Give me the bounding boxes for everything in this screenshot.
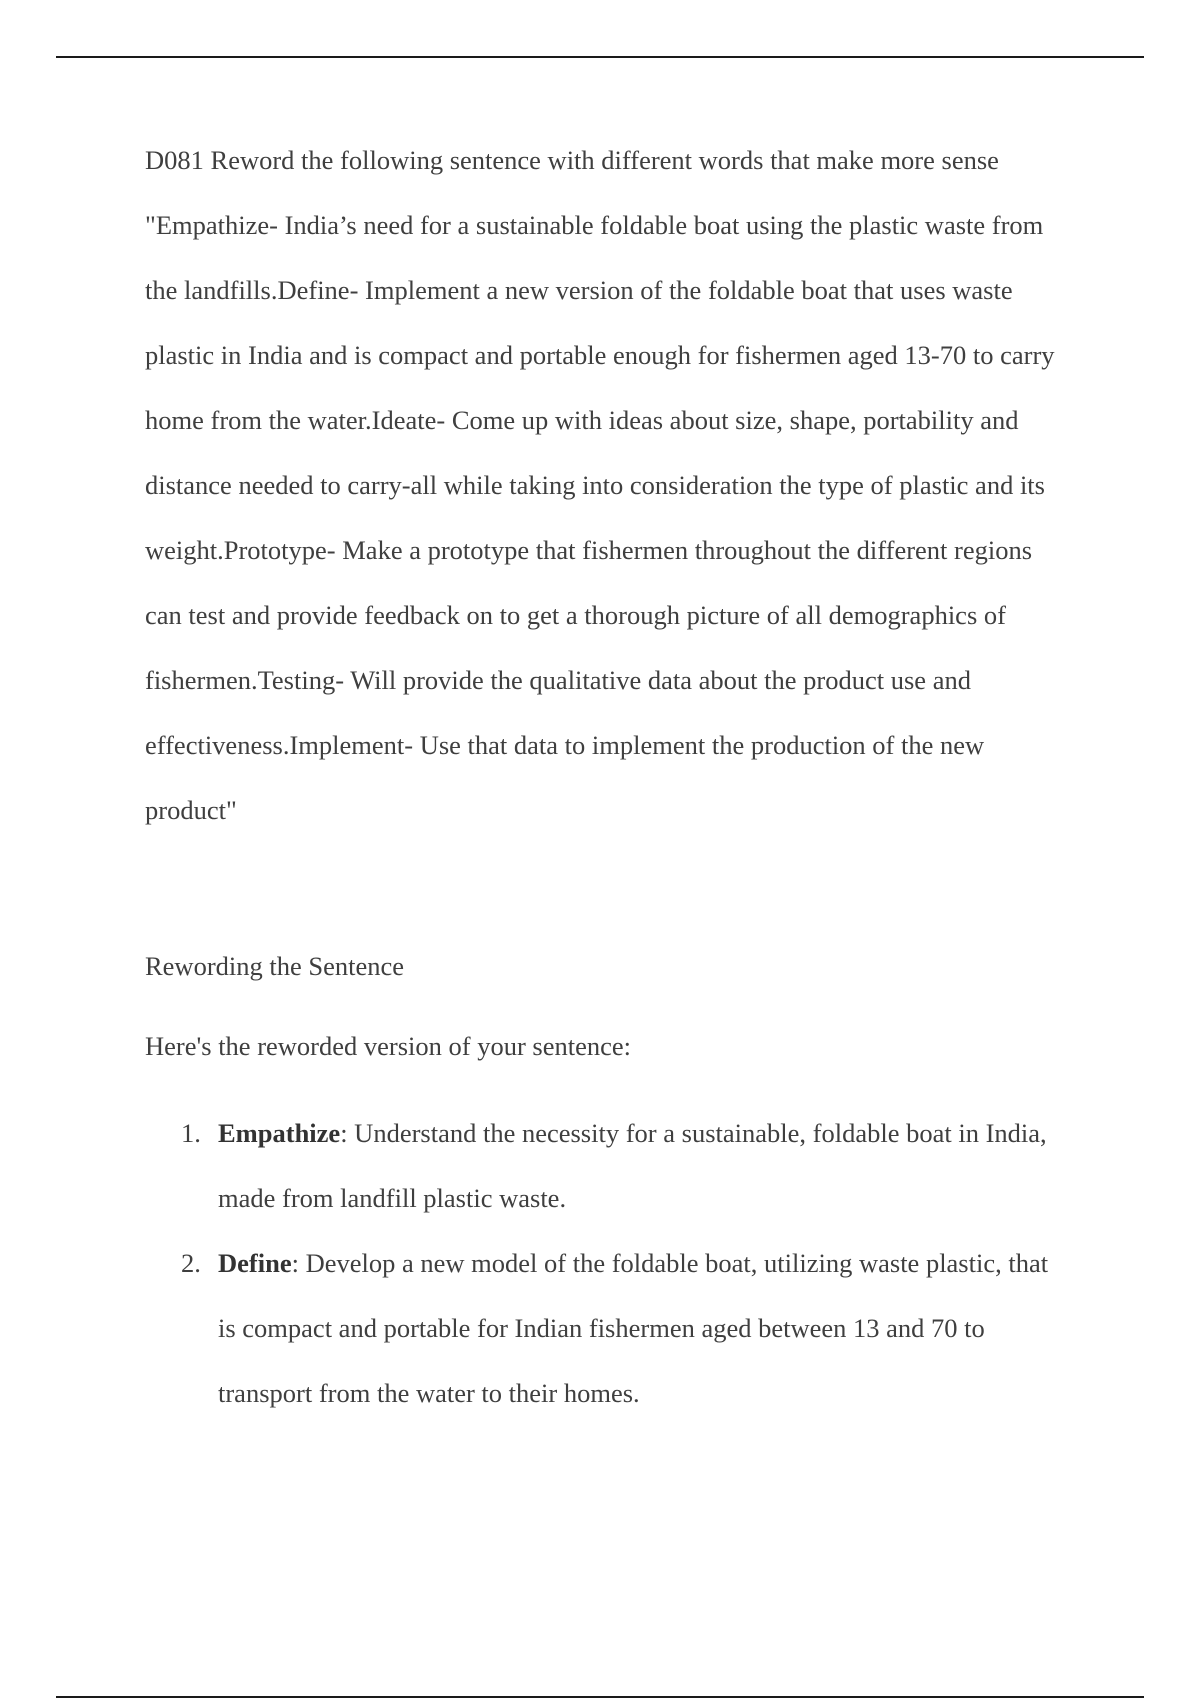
step-number: 1.: [181, 1118, 201, 1148]
step-text: : Develop a new model of the foldable boat, utilizing waste plastic, that is compact and portable for Indian fishermen aged between 13 and 70 to transport from the water to their homes.: [218, 1248, 1049, 1408]
answer-heading: Rewording the Sentence: [145, 951, 405, 981]
list-item: [145, 1101, 1065, 1231]
document-body: [145, 128, 1065, 1408]
answer-intro: Here's the reworded version of your sentence:: [145, 1031, 632, 1061]
list-item: [145, 1231, 1065, 1426]
step-number: 2.: [181, 1248, 201, 1278]
step-text: : Understand the necessity for a sustainable, foldable boat in India, made from landfill plastic waste.: [218, 1118, 1047, 1213]
step-term: Define: [218, 1248, 292, 1278]
question-paragraph: D081 Reword the following sentence with different words that make more sense "Empathize- India’s need for a sustainable foldable boat using the plastic waste from the landfills.Define- Implement a new version of the foldable boat that uses waste plastic in India and is compact and portable enough for fishermen aged 13-70 to carry home from the water.Ideate- Come up with ideas about size, shape, portability and distance needed to carry-all while taking into consideration the type of plastic and its weight.Prototype- Make a prototype that fishermen throughout the different regions can test and provide feedback on to get a thorough picture of all demographics of fishermen.Testing- Will provide the qualitative data about the product use and effectiveness.Implement- Use that data to implement the production of the new product": [145, 145, 1055, 825]
top-divider: [56, 56, 1144, 58]
steps-list: [145, 1101, 1065, 1426]
bottom-divider: [56, 1696, 1144, 1698]
step-term: Empathize: [218, 1118, 341, 1148]
